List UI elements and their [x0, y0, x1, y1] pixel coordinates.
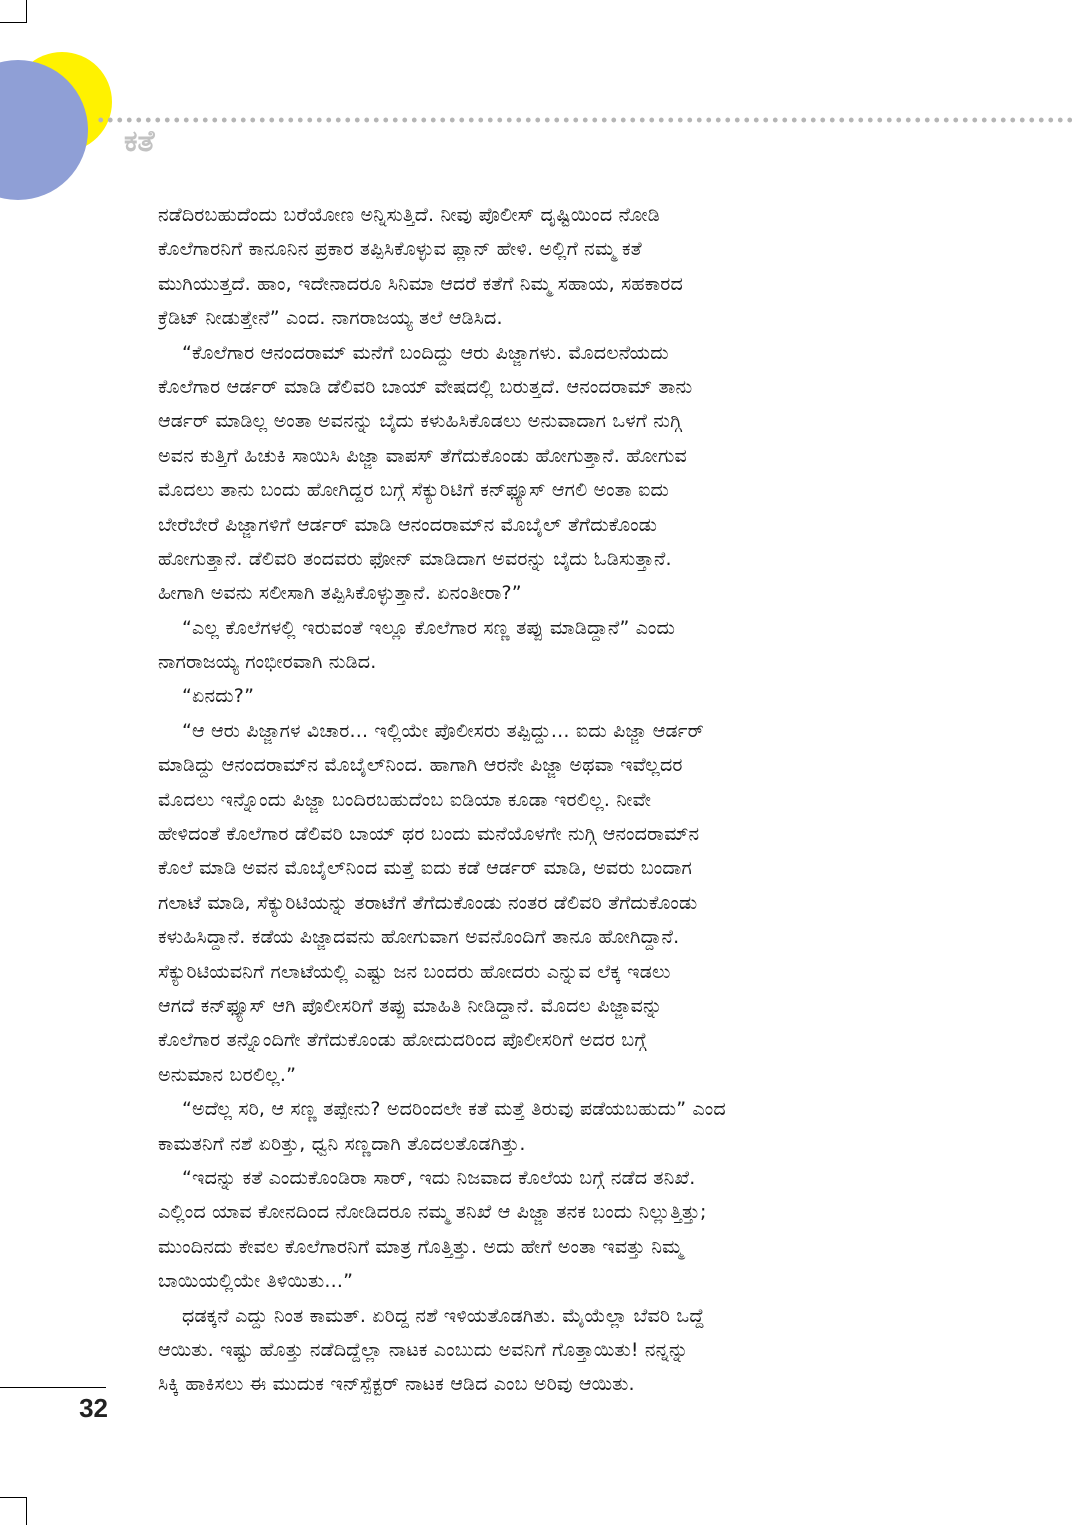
text-line: “ಇದನ್ನು ಕತೆ ಎಂದುಕೊಂಡಿರಾ ಸಾರ್, ಇದು ನಿಜವಾದ ಕೊಲೆಯ ಬಗ್ಗೆ ನಡೆದ ತನಿಖೆ.	[182, 1166, 696, 1189]
text-line: “ಕೊಲೆಗಾರ ಆನಂದರಾಮ್ ಮನೆಗೆ ಬಂದಿದ್ದು ಆರು ಪಿಜ್ಜಾಗಳು. ಮೊದಲನೆಯದು	[182, 341, 669, 364]
text-line: ಕೊಲೆ ಮಾಡಿ ಅವನ ಮೊಬೈಲ್‌ನಿಂದ ಮತ್ತೆ ಐದು ಕಡೆ ಆರ್ಡರ್ ಮಾಡಿ, ಅವರು ಬಂದಾಗ	[158, 857, 693, 880]
paragraph	[158, 336, 906, 611]
text-line: ಬೇರೆಬೇರೆ ಪಿಜ್ಜಾಗಳಿಗೆ ಆರ್ಡರ್ ಮಾಡಿ ಆನಂದರಾಮ್‌ನ ಮೊಬೈಲ್ ತೆಗೆದುಕೊಂಡು	[158, 513, 658, 536]
text-line: “ಏನದು?”	[182, 685, 255, 708]
text-line: ನಡೆದಿರಬಹುದೆಂದು ಬರೆಯೋಣ ಅನ್ನಿಸುತ್ತಿದೆ. ನೀವು ಪೊಲೀಸ್ ದೃಷ್ಟಿಯಿಂದ ನೋಡಿ	[158, 204, 660, 226]
dotted-header-rule	[96, 116, 1072, 124]
text-line: ನಾಗರಾಜಯ್ಯ ಗಂಭೀರವಾಗಿ ನುಡಿದ.	[158, 651, 377, 674]
crop-mark-top-vertical	[26, 0, 27, 22]
page-number: 32	[79, 1393, 108, 1423]
crop-mark-bottom-horizontal	[0, 1497, 27, 1498]
paragraph	[158, 1161, 906, 1299]
text-line: ಆಯಿತು. ಇಷ್ಟು ಹೊತ್ತು ನಡೆದಿದ್ದೆಲ್ಲಾ ನಾಟಕ ಎಂಬುದು ಅವನಿಗೆ ಗೊತ್ತಾಯಿತು! ನನ್ನನ್ನು	[158, 1338, 689, 1361]
text-line: ಕೊಲೆಗಾರ ತನ್ನೊಂದಿಗೇ ತೆಗೆದುಕೊಂಡು ಹೋದುದರಿಂದ ಪೊಲೀಸರಿಗೆ ಅದರ ಬಗ್ಗೆ	[158, 1029, 647, 1052]
text-line: ಸೆಕ್ಯುರಿಟಿಯವನಿಗೆ ಗಲಾಟೆಯಲ್ಲಿ ಎಷ್ಟು ಜನ ಬಂದರು ಹೋದರು ಎನ್ನುವ ಲೆಕ್ಕ ಇಡಲು	[158, 960, 671, 983]
text-line: ಕಳುಹಿಸಿದ್ದಾನೆ. ಕಡೆಯ ಪಿಜ್ಜಾದವನು ಹೋಗುವಾಗ ಅವನೊಂದಿಗೆ ತಾನೂ ಹೋಗಿದ್ದಾನೆ.	[158, 926, 680, 949]
text-line: ಅವನ ಕುತ್ತಿಗೆ ಹಿಚುಕಿ ಸಾಯಿಸಿ ಪಿಜ್ಜಾ ವಾಪಸ್ ತೆಗೆದುಕೊಂಡು ಹೋಗುತ್ತಾನೆ. ಹೋಗುವ	[158, 444, 687, 467]
story-body	[158, 198, 906, 1402]
crop-mark-top-horizontal	[0, 22, 27, 23]
page-number-rule	[0, 1387, 106, 1388]
text-line: ಹೋಗುತ್ತಾನೆ. ಡೆಲಿವರಿ ತಂದವರು ಫೋನ್ ಮಾಡಿದಾಗ ಅವರನ್ನು ಬೈದು ಓಡಿಸುತ್ತಾನೆ.	[158, 547, 672, 570]
text-line: ಸಿಕ್ಕಿ ಹಾಕಿಸಲು ಈ ಮುದುಕ ಇನ್‌ಸ್ಪೆಕ್ಟರ್ ನಾಟಕ ಆಡಿದ ಎಂಬ ಅರಿವು ಆಯಿತು.	[158, 1373, 635, 1396]
text-line: ಹೀಗಾಗಿ ಅವನು ಸಲೀಸಾಗಿ ತಪ್ಪಿಸಿಕೊಳ್ಳುತ್ತಾನೆ. ಏನಂತೀರಾ?”	[158, 582, 522, 605]
text-line: ಆಗದೆ ಕನ್‌ಫ್ಯೂಸ್ ಆಗಿ ಪೊಲೀಸರಿಗೆ ತಪ್ಪು ಮಾಹಿತಿ ನೀಡಿದ್ದಾನೆ. ಮೊದಲ ಪಿಜ್ಜಾವನ್ನು	[158, 994, 663, 1017]
text-line: ಮಾಡಿದ್ದು ಆನಂದರಾಮ್‌ನ ಮೊಬೈಲ್‌ನಿಂದ. ಹಾಗಾಗಿ ಆರನೇ ಪಿಜ್ಜಾ ಅಥವಾ ಇವೆಲ್ಲದರ	[158, 754, 683, 777]
text-line: ಅನುಮಾನ ಬರಲಿಲ್ಲ.”	[158, 1063, 297, 1086]
text-line: ಕಾಮತನಿಗೆ ನಶೆ ಏರಿತ್ತು, ಧ್ವನಿ ಸಣ್ಣದಾಗಿ ತೊದಲತೊಡಗಿತ್ತು.	[158, 1132, 526, 1155]
text-line: ಮೊದಲು ಇನ್ನೊಂದು ಪಿಜ್ಜಾ ಬಂದಿರಬಹುದೆಂಬ ಐಡಿಯಾ ಕೂಡಾ ಇರಲಿಲ್ಲ. ನೀವೇ	[158, 788, 652, 811]
text-line: “ಅದೆಲ್ಲ ಸರಿ, ಆ ಸಣ್ಣ ತಪ್ಪೇನು? ಅದರಿಂದಲೇ ಕತೆ ಮತ್ತೆ ತಿರುವು ಪಡೆಯಬಹುದು” ಎಂದ	[182, 1098, 726, 1121]
text-line: ಕೊಲೆಗಾರ ಆರ್ಡರ್ ಮಾಡಿ ಡೆಲಿವರಿ ಬಾಯ್ ವೇಷದಲ್ಲಿ ಬರುತ್ತದೆ. ಆನಂದರಾಮ್ ತಾನು	[158, 375, 693, 398]
text-line: “ಎಲ್ಲ ಕೊಲೆಗಳಲ್ಲಿ ಇರುವಂತೆ ಇಲ್ಲೂ ಕೊಲೆಗಾರ ಸಣ್ಣ ತಪ್ಪು ಮಾಡಿದ್ದಾನೆ” ಎಂದು	[182, 616, 676, 639]
paragraph	[158, 714, 906, 1092]
text-line: ಗಲಾಟೆ ಮಾಡಿ, ಸೆಕ್ಯುರಿಟಿಯನ್ನು ತರಾಟೆಗೆ ತೆಗೆದುಕೊಂಡು ನಂತರ ಡೆಲಿವರಿ ತೆಗೆದುಕೊಂಡು	[158, 891, 698, 914]
text-line: ಕೊಲೆಗಾರನಿಗೆ ಕಾನೂನಿನ ಪ್ರಕಾರ ತಪ್ಪಿಸಿಕೊಳ್ಳುವ ಪ್ಲಾನ್ ಹೇಳಿ. ಅಲ್ಲಿಗೆ ನಮ್ಮ ಕತೆ	[158, 238, 642, 261]
text-line: ಬಾಯಿಯಲ್ಲಿಯೇ ತಿಳಿಯಿತು...”	[158, 1270, 354, 1293]
text-line: ಎಲ್ಲಿಂದ ಯಾವ ಕೋನದಿಂದ ನೋಡಿದರೂ ನಮ್ಮ ತನಿಖೆ ಆ ಪಿಜ್ಜಾ ತನಕ ಬಂದು ನಿಲ್ಲುತ್ತಿತ್ತು;	[158, 1201, 707, 1224]
crop-mark-bottom-vertical	[26, 1497, 27, 1525]
text-line: ಹೇಳಿದಂತೆ ಕೊಲೆಗಾರ ಡೆಲಿವರಿ ಬಾಯ್ ಥರ ಬಂದು ಮನೆಯೊಳಗೇ ನುಗ್ಗಿ ಆನಂದರಾಮ್‌ನ	[158, 823, 700, 846]
paragraph	[158, 198, 906, 336]
section-label: ಕತೆ	[124, 124, 155, 159]
text-line: ಮುಂದಿನದು ಕೇವಲ ಕೊಲೆಗಾರನಿಗೆ ಮಾತ್ರ ಗೊತ್ತಿತ್ತು. ಅದು ಹೇಗೆ ಅಂತಾ ಇವತ್ತು ನಿಮ್ಮ	[158, 1235, 684, 1258]
text-line: ಮುಗಿಯುತ್ತದೆ. ಹಾಂ, ಇದೇನಾದರೂ ಸಿನಿಮಾ ಆದರೆ ಕತೆಗೆ ನಿಮ್ಮ ಸಹಾಯ, ಸಹಕಾರದ	[158, 272, 683, 295]
text-line: “ಆ ಆರು ಪಿಜ್ಜಾಗಳ ವಿಚಾರ... ಇಲ್ಲಿಯೇ ಪೊಲೀಸರು ತಪ್ಪಿದ್ದು... ಐದು ಪಿಜ್ಜಾ ಆರ್ಡರ್	[182, 719, 705, 742]
paragraph	[158, 1092, 906, 1161]
text-line: ಕ್ರೆಡಿಟ್ ನೀಡುತ್ತೇನೆ” ಎಂದ. ನಾಗರಾಜಯ್ಯ ತಲೆ ಆಡಿಸಿದ.	[158, 307, 503, 330]
paragraph	[158, 679, 906, 713]
text-line: ಆರ್ಡರ್ ಮಾಡಿಲ್ಲ ಅಂತಾ ಅವನನ್ನು ಬೈದು ಕಳುಹಿಸಿಕೊಡಲು ಅನುವಾದಾಗ ಒಳಗೆ ನುಗ್ಗಿ	[158, 410, 682, 433]
text-line: ಧಡಕ್ಕನೆ ಎದ್ದು ನಿಂತ ಕಾಮತ್. ಏರಿದ್ದ ನಶೆ ಇಳಿಯತೊಡಗಿತು. ಮೈಯೆಲ್ಲಾ ಬೆವರಿ ಒದ್ದೆ	[182, 1304, 705, 1327]
paragraph	[158, 611, 906, 680]
text-line: ಮೊದಲು ತಾನು ಬಂದು ಹೋಗಿದ್ದರ ಬಗ್ಗೆ ಸೆಕ್ಯುರಿಟಿಗೆ ಕನ್‌ಫ್ಯೂಸ್ ಆಗಲಿ ಅಂತಾ ಐದು	[158, 479, 669, 502]
paragraph	[158, 1299, 906, 1402]
